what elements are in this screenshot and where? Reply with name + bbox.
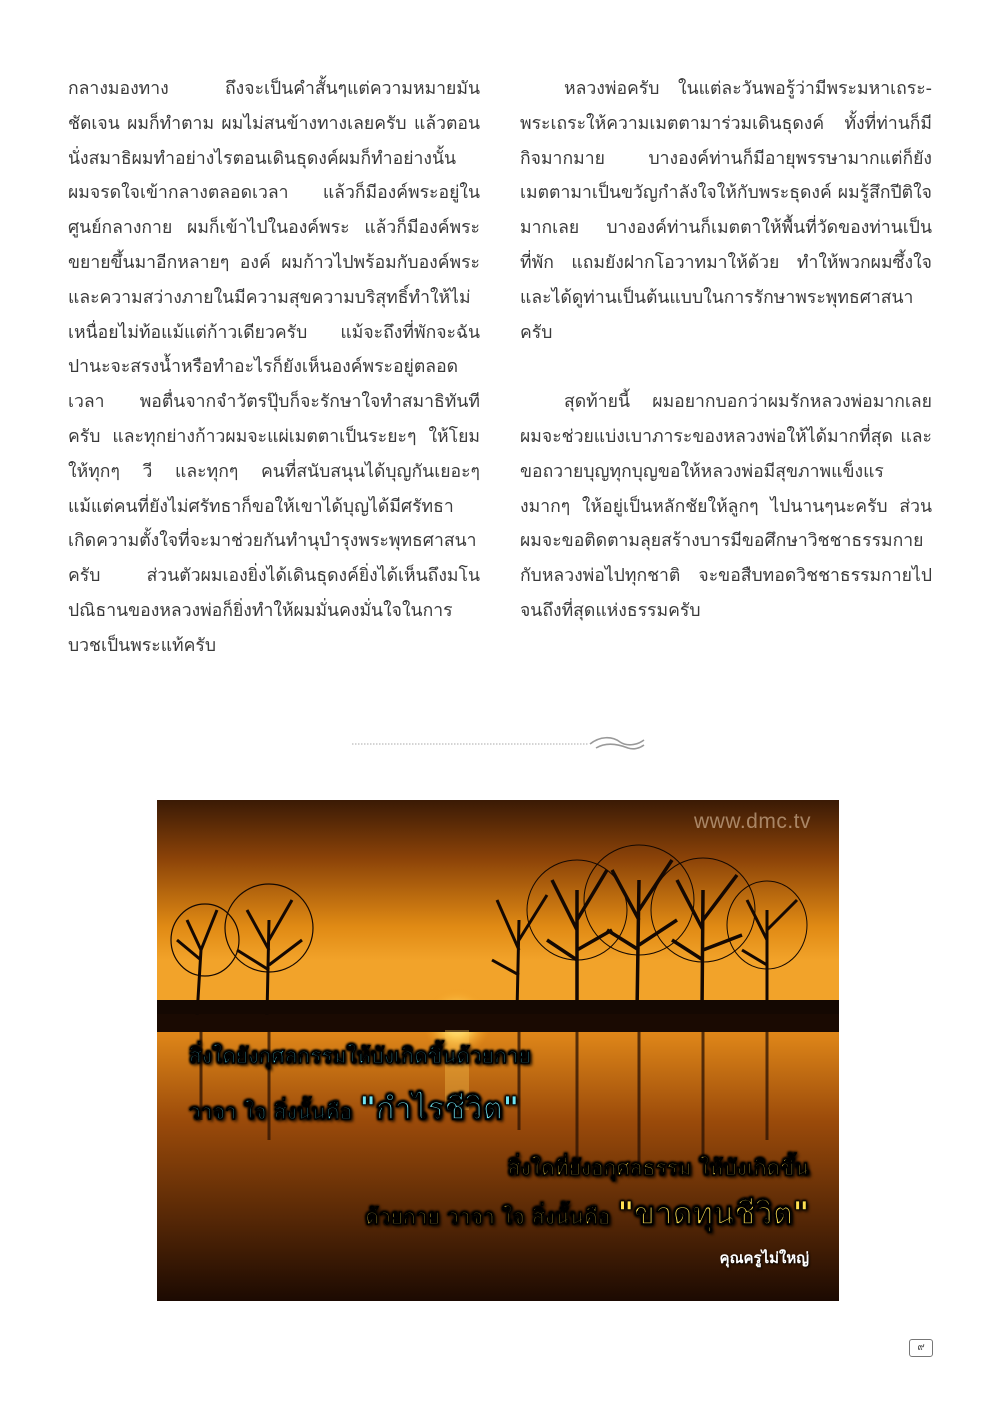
quote-line-2 [189, 1083, 519, 1133]
quote-line-4-prefix: ด้วยกาย วาจา ใจ สิ่งนั้นคือ [365, 1205, 618, 1229]
quote-author: คุณครูไม่ใหญ่ [719, 1249, 809, 1267]
quote-line-2-prefix: วาจา ใจ สิ่งนั้นคือ [189, 1100, 360, 1124]
sky [157, 800, 839, 1030]
quote-emphasis-profit: "กำไรชีวิต" [359, 1091, 519, 1127]
swirl-ornament-icon [590, 738, 644, 749]
left-column [68, 72, 480, 664]
right-paragraph-2: สุดท้ายนี้ ผมอยากบอกว่าผมรักหลวงพ่อมากเลย ผมจะช่วยแบ่งเบาภาระของหลวงพ่อให้ได้มากที่สุด และขอถวายบุญทุกบุญขอให้หลวงพ่อมีสุขภาพแข็งแรงมากๆ ให้อยู่เป็นหลักชัยให้ลูกๆ ไปนานๆนะครับ ส่วนผมจะขอติดตามลุยสร้างบารมีขอศึกษาวิชชาธรรมกายกับหลวงพ่อไปทุกชาติ จะขอสืบทอดวิชชาธรรมกายไปจนถึงที่สุดแห่งธรรมครับ [520, 392, 932, 621]
left-paragraph-1: กลางมองทาง ถึงจะเป็นคำสั้นๆแต่ความหมายมันชัดเจน ผมก็ทำตาม ผมไม่สนข้างทางเลยครับ แล้วตอนนั่งสมาธิผมทำอย่างไรตอนเดินธุดงค์ผมก็ทำอย่างนั้น ผมจรดใจเข้ากลางตลอดเวลา แล้วก็มีองค์พระอยู่ในศูนย์กลางกาย ผมก็เข้าไปในองค์พระ แล้วก็มีองค์พระขยายขึ้นมาอีกหลายๆ องค์ ผมก้าวไปพร้อมกับองค์พระและความสว่างภายในมีความสุขความบริสุทธิ์ทำให้ไม่เหนื่อยไม่ท้อแม้แต่ก้าวเดียวครับ แม้จะถึงที่พักจะฉันปานะจะสรงน้ำหรือทำอะไรก็ยังเห็นองค์พระอยู่ตลอดเวลา พอตื่นจากจำวัตรปุ๊บก็จะรักษาใจทำสมาธิทันทีครับ และทุกย่างก้าวผมจะแผ่เมตตาเป็นระยะๆ ให้โยม ให้ทุกๆ วี และทุกๆ คนที่สนับสนุนได้บุญกันเยอะๆ แม้แต่คนที่ยังไม่ศรัทธาก็ขอให้เขาได้บุญได้มีศรัทธา เกิดความตั้งใจที่จะมาช่วยกันทำนุบำรุงพระพุทธศาสนาครับ ส่วนตัวผมเองยิ่งได้เดินธุดงค์ยิ่งได้เห็นถึงมโนปณิธานของหลวงพ่อก็ยิ่งทำให้ผมมั่นคงมั่นใจในการบวชเป็นพระแท้ครับ [68, 79, 480, 656]
right-column [520, 72, 932, 629]
sunset-quote-image [157, 800, 839, 1301]
quote-line-4 [365, 1188, 809, 1238]
watermark-text: www.dmc.tv [693, 810, 811, 833]
decorative-divider [350, 730, 650, 754]
quote-line-1: สิ่งใดยังกุศลกรรมให้บังเกิดขึ้นด้วยกาย [189, 1044, 532, 1068]
quote-line-3: สิ่งใดที่ยังอกุศลธรรม ให้บังเกิดขึ้น [507, 1156, 809, 1180]
right-paragraph-1: หลวงพ่อครับ ในแต่ละวันพอรู้ว่ามีพระมหาเถระ-พระเถระให้ความเมตตามาร่วมเดินธุดงค์ ทั้งที่ท่านก็มีกิจมากมาย บางองค์ท่านก็มีอายุพรรษามากแต่ก็ยังเมตตามาเป็นขวัญกำลังใจให้กับพระธุดงค์ ผมรู้สึกปีติใจมากเลย บางองค์ท่านก็เมตตาให้พื้นที่วัดของท่านเป็นที่พัก แถมยังฝากโอวาทมาให้ด้วย ทำให้พวกผมซึ้งใจ และได้ดูท่านเป็นต้นแบบในการรักษาพระพุทธศาสนาครับ [520, 79, 932, 343]
page-number: ๙ [909, 1339, 933, 1357]
quote-emphasis-loss: "ขาดทุนชีวิต" [617, 1196, 809, 1232]
